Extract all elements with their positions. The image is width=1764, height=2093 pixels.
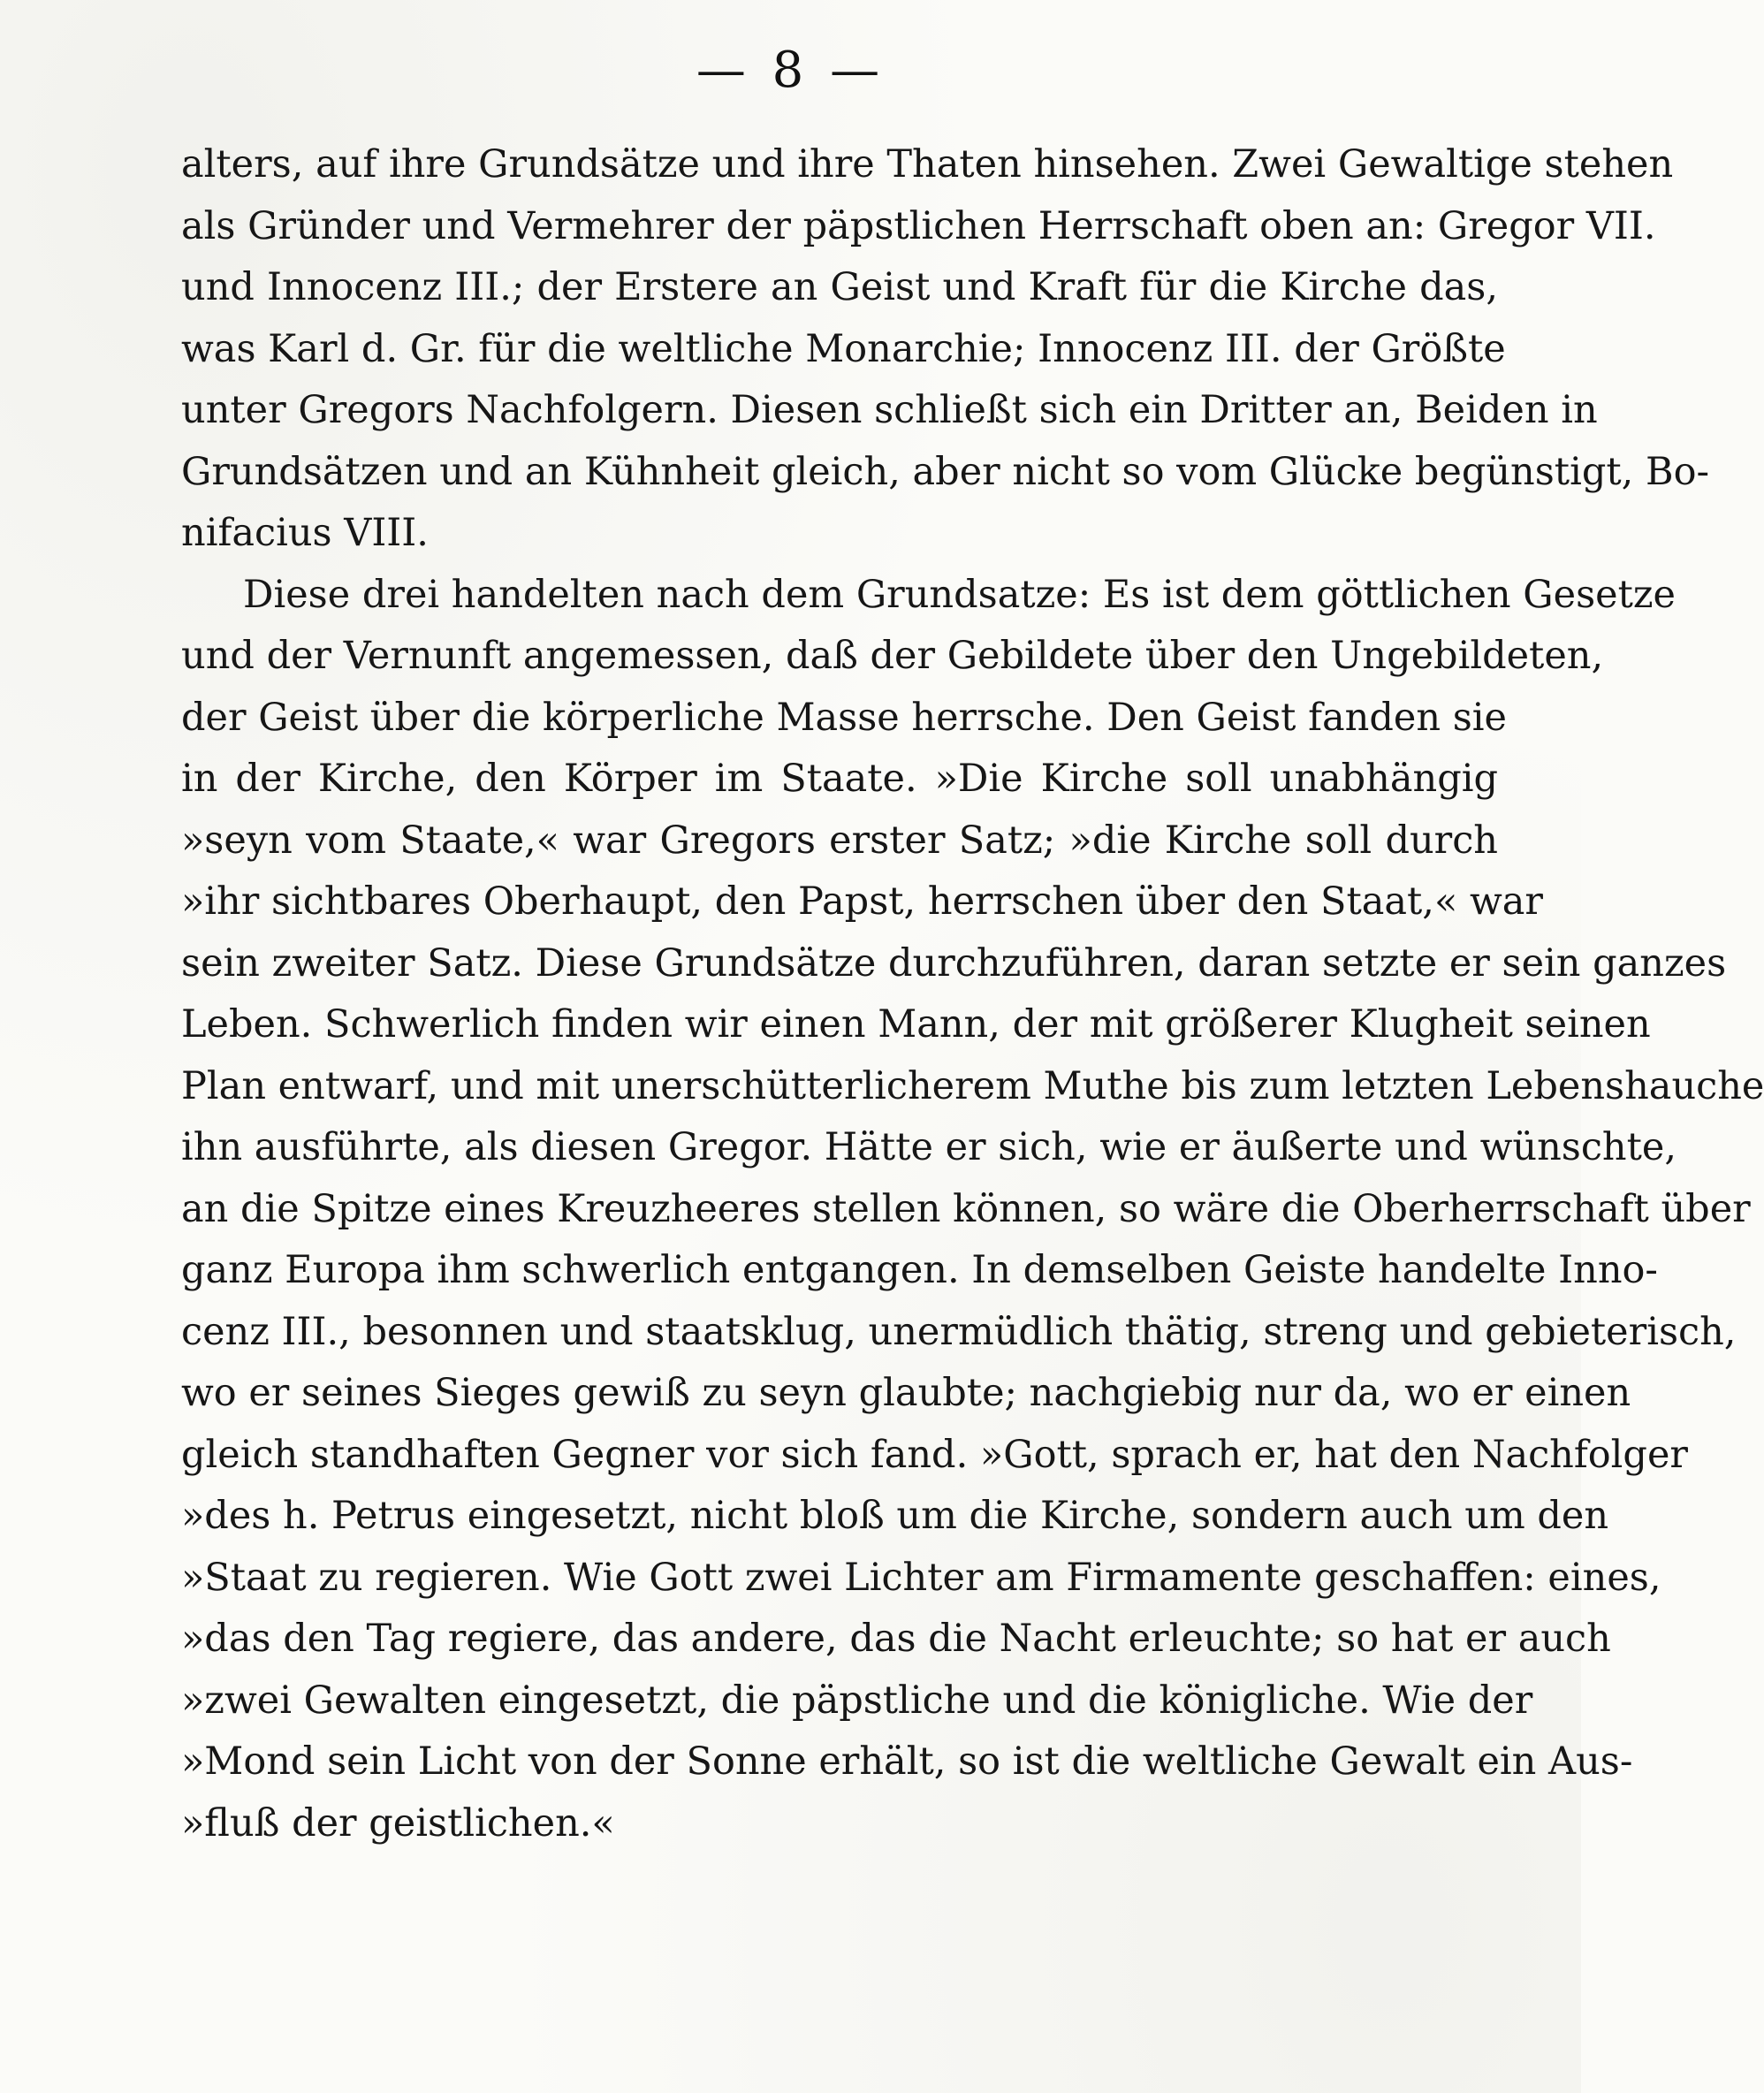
text-line: alters, auf ihre Grundsätze und ihre Thaten hinsehen. Zwei Gewaltige stehen	[181, 142, 1674, 186]
text-line: »seyn vom Staate,« war Gregors erster Satz; »die Kirche soll durch	[181, 818, 1498, 863]
text-line: Plan entwarf, und mit unerschütterlicherem Muthe bis zum letzten Lebenshauche	[181, 1063, 1764, 1108]
text-line: was Karl d. Gr. für die weltliche Monarchie; Innocenz III. der Größte	[181, 326, 1506, 371]
text-line: in der Kirche, den Körper im Staate. »Die Kirche soll unabhängig	[181, 757, 1498, 801]
body-text	[181, 134, 1764, 1854]
text-line: unter Gregors Nachfolgern. Diesen schließt sich ein Dritter an, Beiden in	[181, 388, 1598, 432]
text-line: ganz Europa ihm schwerlich entgangen. In demselben Geiste handelte Inno-	[181, 1248, 1658, 1292]
text-line: gleich standhaften Gegner vor sich fand. »Gott, sprach er, hat den Nachfolger	[181, 1432, 1688, 1477]
text-line: als Gründer und Vermehrer der päpstlichen Herrschaft oben an: Gregor VII.	[181, 203, 1656, 248]
text-line: Diese drei handelten nach dem Grundsatze: Es ist dem göttlichen Gesetze	[243, 572, 1676, 617]
text-line: Leben. Schwerlich finden wir einen Mann, der mit größerer Klugheit seinen	[181, 1002, 1651, 1046]
text-line: an die Spitze eines Kreuzheeres stellen können, so wäre die Oberherrschaft über	[181, 1186, 1751, 1231]
text-line: sein zweiter Satz. Diese Grundsätze durchzuführen, daran setzte er sein ganzes	[181, 940, 1727, 986]
text-line: »fluß der geistlichen.«	[181, 1800, 615, 1846]
text-line: cenz III., besonnen und staatsklug, unermüdlich thätig, streng und gebieterisch,	[181, 1309, 1737, 1354]
text-line: »ihr sichtbares Oberhaupt, den Papst, herrschen über den Staat,« war	[181, 879, 1543, 924]
text-line: nifacius VIII.	[181, 511, 429, 555]
paragraph-2	[181, 565, 1764, 1855]
text-line: »Staat zu regieren. Wie Gott zwei Lichter am Firmamente geschaffen: eines,	[181, 1555, 1661, 1600]
page-number: — 8 —	[696, 42, 886, 99]
text-line: der Geist über die körperliche Masse herrsche. Den Geist fanden sie	[181, 695, 1507, 740]
text-line: wo er seines Sieges gewiß zu seyn glaubte; nachgiebig nur da, wo er einen	[181, 1371, 1631, 1415]
text-line: und Innocenz III.; der Erstere an Geist und Kraft für die Kirche das,	[181, 265, 1498, 309]
text-line: »des h. Petrus eingesetzt, nicht bloß um die Kirche, sondern auch um den	[181, 1494, 1609, 1538]
text-line: Grundsätzen und an Kühnheit gleich, aber nicht so vom Glücke begünstigt, Bo-	[181, 449, 1709, 494]
text-line: und der Vernunft angemessen, daß der Gebildete über den Ungebildeten,	[181, 634, 1604, 678]
text-line: »das den Tag regiere, das andere, das die Nacht erleuchte; so hat er auch	[181, 1617, 1611, 1661]
text-line: »Mond sein Licht von der Sonne erhält, so ist die weltliche Gewalt ein Aus-	[181, 1739, 1633, 1784]
text-line: ihn ausführte, als diesen Gregor. Hätte er sich, wie er äußerte und wünschte,	[181, 1125, 1677, 1169]
paragraph-1	[181, 134, 1709, 565]
text-line: »zwei Gewalten eingesetzt, die päpstliche und die königliche. Wie der	[181, 1678, 1533, 1723]
